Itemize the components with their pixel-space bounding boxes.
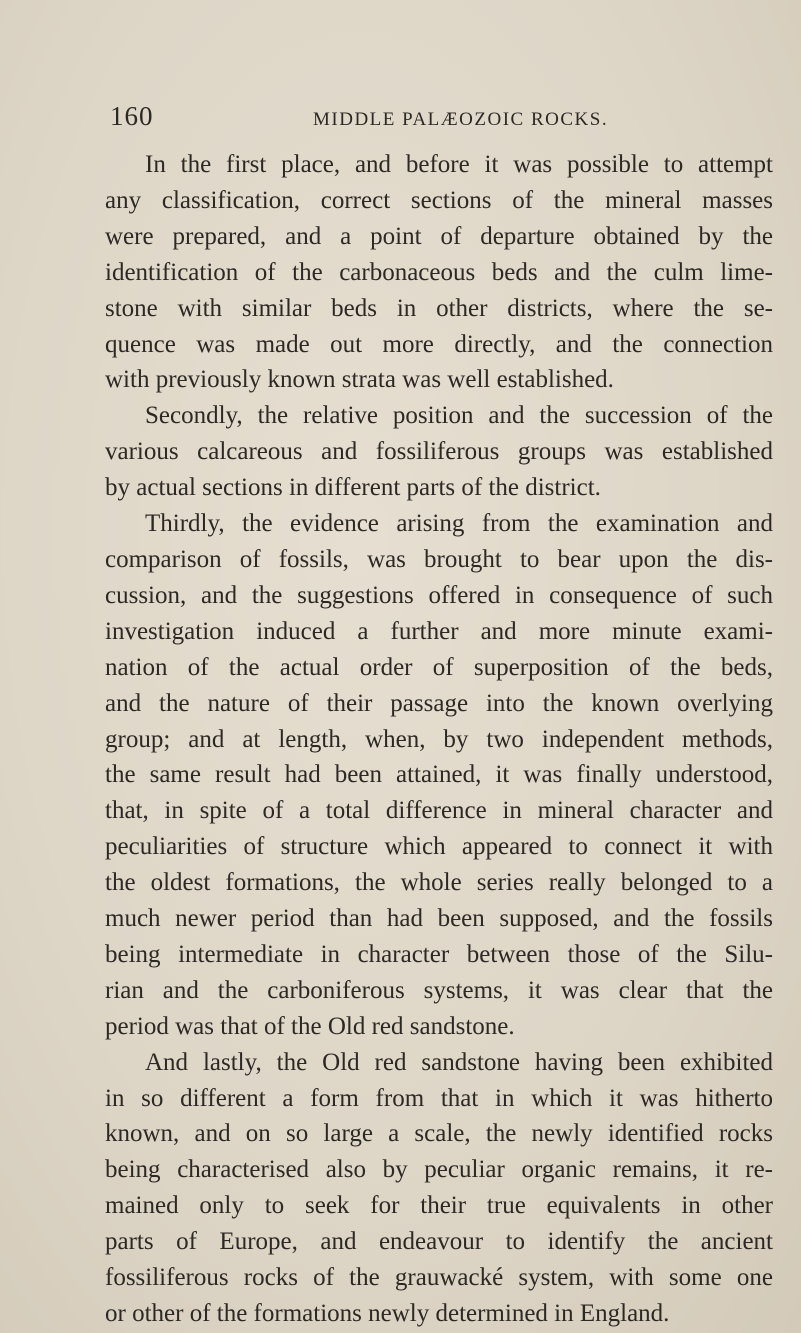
running-title: MIDDLE PALÆOZOIC ROCKS. — [313, 109, 609, 130]
text-line: the same result had been attained, it was finally understood, — [105, 761, 773, 789]
text-line: period was that of the Old red sandstone. — [105, 1012, 515, 1040]
text-line: comparison of fossils, was brought to bear upon the dis- — [105, 545, 773, 573]
text-line: investigation induced a further and more minute exami- — [105, 617, 773, 645]
text-line: the oldest formations, the whole series really belonged to a — [105, 869, 773, 897]
text-line: In the first place, and before it was possible to attempt — [145, 151, 773, 178]
text-line: were prepared, and a point of departure obtained by the — [105, 222, 773, 250]
text-line: known, and on so large a scale, the newly identified rocks — [105, 1120, 773, 1148]
text-line: peculiarities of structure which appeared to connect it with — [105, 833, 773, 861]
text-line: group; and at length, when, by two independent methods, — [105, 725, 773, 753]
text-line: with previously known strata was well established. — [105, 366, 614, 394]
text-line: quence was made out more directly, and the connection — [105, 330, 773, 358]
paragraph-3 — [105, 506, 773, 1045]
text-line: any classification, correct sections of the mineral masses — [105, 186, 773, 214]
page-header — [110, 101, 750, 141]
text-line: stone with similar beds in other districts, where the se- — [105, 294, 773, 322]
text-line: fossiliferous rocks of the grauwacké system, with some one — [105, 1264, 773, 1292]
text-line: Thirdly, the evidence arising from the examination and — [145, 510, 773, 538]
text-line: And lastly, the Old red sandstone having been exhibited — [145, 1048, 773, 1076]
paragraph-4 — [105, 1045, 773, 1332]
text-line: various calcareous and fossiliferous groups was established — [105, 438, 773, 466]
text-line: being intermediate in character between those of the Silu- — [105, 940, 773, 968]
text-line: mained only to seek for their true equivalents in other — [105, 1192, 773, 1220]
text-line: much newer period than had been supposed, and the fossils — [105, 905, 773, 933]
body-text — [105, 147, 773, 1332]
paragraph-1 — [105, 147, 773, 398]
paragraph-2 — [105, 398, 773, 506]
text-line: nation of the actual order of superposition of the beds, — [105, 653, 773, 681]
text-line: or other of the formations newly determined in England. — [105, 1300, 670, 1327]
text-line: Secondly, the relative position and the succession of the — [145, 402, 773, 430]
page-number: 160 — [110, 101, 154, 131]
text-line: identification of the carbonaceous beds and the culm lime- — [105, 258, 773, 286]
text-line: by actual sections in different parts of the district. — [105, 474, 601, 502]
text-line: cussion, and the suggestions offered in consequence of such — [105, 581, 773, 609]
text-line: that, in spite of a total difference in mineral character and — [105, 797, 773, 825]
text-line: and the nature of their passage into the known overlying — [105, 689, 773, 717]
text-line: rian and the carboniferous systems, it was clear that the — [105, 976, 773, 1004]
text-line: in so different a form from that in which it was hitherto — [105, 1084, 773, 1112]
text-line: parts of Europe, and endeavour to identify the ancient — [105, 1228, 773, 1256]
text-line: being characterised also by peculiar organic remains, it re- — [105, 1156, 773, 1184]
